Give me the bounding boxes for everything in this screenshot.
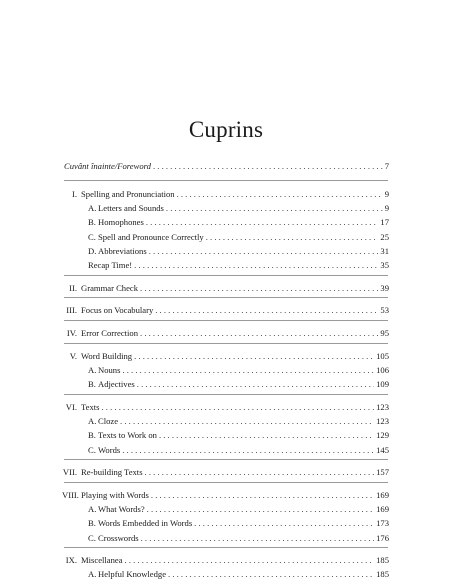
item-label: Adjectives — [98, 379, 135, 390]
item-letter: C. — [88, 231, 96, 242]
item-letter: C. — [88, 532, 96, 543]
toc-item[interactable] — [88, 532, 389, 545]
section-numeral: VI. — [65, 401, 77, 412]
section-divider — [64, 343, 388, 344]
item-label: Abbreviations — [98, 245, 147, 256]
page-number: 35 — [380, 260, 389, 270]
page-number: 53 — [380, 305, 389, 316]
section-label: Focus on Vocabulary — [81, 305, 154, 316]
entry-label: Cuvânt înainte/Foreword — [64, 161, 151, 171]
item-letter: A. — [88, 569, 97, 580]
page-title: Cuprins — [188, 117, 264, 142]
toc-section-6[interactable] — [62, 401, 389, 414]
section-numeral: II. — [69, 282, 77, 293]
toc-section-8[interactable] — [62, 489, 389, 502]
section-label: Error Correction — [81, 328, 139, 339]
item-letter: A. — [88, 416, 97, 427]
page-number: 169 — [376, 504, 389, 515]
dot-leader — [140, 282, 378, 295]
section-label: Miscellanea — [81, 555, 123, 566]
item-letter: B. — [88, 518, 96, 529]
item-label: Words — [98, 444, 121, 455]
section-divider — [64, 394, 388, 395]
item-label: Crosswords — [98, 532, 139, 543]
section-divider — [64, 482, 388, 483]
dot-leader — [125, 554, 375, 567]
dot-leader — [102, 401, 375, 414]
dot-leader — [134, 259, 378, 272]
toc-item[interactable] — [88, 245, 389, 258]
page-number: 39 — [380, 282, 389, 293]
item-label: Cloze — [98, 416, 119, 427]
page-number: 9 — [384, 203, 389, 214]
page-number: 9 — [384, 189, 389, 199]
toc-section-7[interactable] — [62, 466, 389, 479]
item-letter: A. — [88, 203, 97, 214]
item-label: Spell and Pronounce Correctly — [98, 231, 204, 242]
item-letter: B. — [88, 217, 96, 228]
page-number: 157 — [376, 467, 389, 478]
toc-section-5[interactable] — [62, 350, 389, 363]
section-numeral: III. — [66, 305, 77, 316]
section-label: Grammar Check — [81, 282, 139, 293]
section-label: Texts — [81, 401, 100, 412]
dot-leader — [134, 350, 374, 363]
item-letter: C. — [88, 444, 96, 455]
toc-item[interactable] — [88, 415, 389, 428]
section-divider — [64, 547, 388, 548]
page-number: 185 — [376, 569, 389, 580]
dot-leader — [122, 364, 374, 377]
section-divider — [64, 320, 388, 321]
dot-leader — [159, 429, 374, 442]
section-numeral: VII. — [62, 467, 77, 478]
page-number: 169 — [376, 489, 389, 500]
toc-item[interactable] — [88, 364, 389, 377]
item-label: What Words? — [98, 504, 145, 515]
dot-leader — [140, 327, 378, 340]
item-letter: D. — [88, 245, 97, 256]
item-label: Helpful Knowledge — [98, 569, 167, 580]
page-number: 129 — [376, 430, 389, 441]
page-number: 109 — [376, 379, 389, 390]
section-numeral: I. — [71, 189, 77, 199]
page-number: 173 — [376, 518, 389, 529]
toc-item[interactable] — [88, 202, 389, 215]
dot-leader — [147, 503, 374, 516]
section-label: Playing with Words — [81, 489, 149, 500]
toc-item[interactable] — [88, 517, 389, 530]
dot-leader — [151, 489, 374, 502]
page-number: 123 — [376, 416, 389, 427]
item-label: Homophones — [98, 217, 144, 228]
dot-leader — [137, 378, 374, 391]
page-number: 7 — [384, 161, 389, 171]
toc-section-3[interactable] — [62, 304, 389, 317]
page-number: 25 — [380, 231, 389, 242]
toc-item[interactable] — [88, 568, 389, 581]
item-label: Letters and Sounds — [98, 203, 164, 214]
toc-item[interactable] — [88, 378, 389, 391]
toc-item[interactable] — [88, 429, 389, 442]
section-numeral: V. — [69, 350, 77, 361]
page-number: 176 — [376, 532, 389, 543]
dot-leader — [168, 568, 374, 581]
page-number: 17 — [380, 217, 389, 228]
toc-item[interactable] — [88, 259, 389, 272]
section-label: Spelling and Pronunciation — [81, 189, 175, 199]
dot-leader — [194, 517, 374, 530]
dot-leader — [149, 245, 379, 258]
section-numeral: IV. — [66, 328, 77, 339]
section-divider — [64, 275, 388, 276]
page-number: 95 — [380, 328, 389, 339]
section-divider — [64, 459, 388, 460]
dot-leader — [145, 466, 375, 479]
item-letter: B. — [88, 379, 96, 390]
toc-entry-foreword[interactable] — [64, 160, 389, 173]
dot-leader — [206, 231, 379, 244]
dot-leader — [166, 202, 383, 215]
item-label: Words Embedded in Words — [98, 518, 193, 529]
dot-leader — [155, 304, 378, 317]
toc-section-2[interactable] — [62, 282, 389, 295]
dot-leader — [120, 415, 374, 428]
toc-item[interactable] — [88, 231, 389, 244]
toc-section-1[interactable] — [62, 188, 389, 201]
dot-leader — [177, 188, 383, 201]
item-label: Nouns — [98, 365, 121, 375]
page-number: 106 — [376, 365, 389, 375]
item-letter: B. — [88, 430, 96, 441]
page-number: 123 — [376, 401, 389, 412]
dot-leader — [146, 216, 379, 229]
page-number: 185 — [376, 555, 389, 566]
item-label: Recap Time! — [88, 260, 133, 270]
item-label: Texts to Work on — [98, 430, 157, 441]
page-number: 145 — [376, 444, 389, 455]
dot-leader — [153, 160, 383, 173]
page-number: 31 — [380, 245, 389, 256]
section-label: Word Building — [81, 350, 133, 361]
item-letter: A. — [88, 504, 97, 515]
section-numeral: VIII. — [62, 489, 79, 500]
toc-item[interactable] — [88, 503, 389, 516]
section-divider — [64, 297, 388, 298]
toc-item[interactable] — [88, 216, 389, 229]
toc-item[interactable] — [88, 444, 389, 457]
toc-section-9[interactable] — [62, 554, 389, 567]
dot-leader — [141, 532, 375, 545]
item-letter: A. — [88, 365, 97, 375]
dot-leader — [122, 444, 374, 457]
section-divider — [64, 180, 388, 181]
section-numeral: IX. — [65, 555, 77, 566]
section-label: Re-building Texts — [81, 467, 143, 478]
toc-section-4[interactable] — [62, 327, 389, 340]
page-number: 105 — [376, 350, 389, 361]
